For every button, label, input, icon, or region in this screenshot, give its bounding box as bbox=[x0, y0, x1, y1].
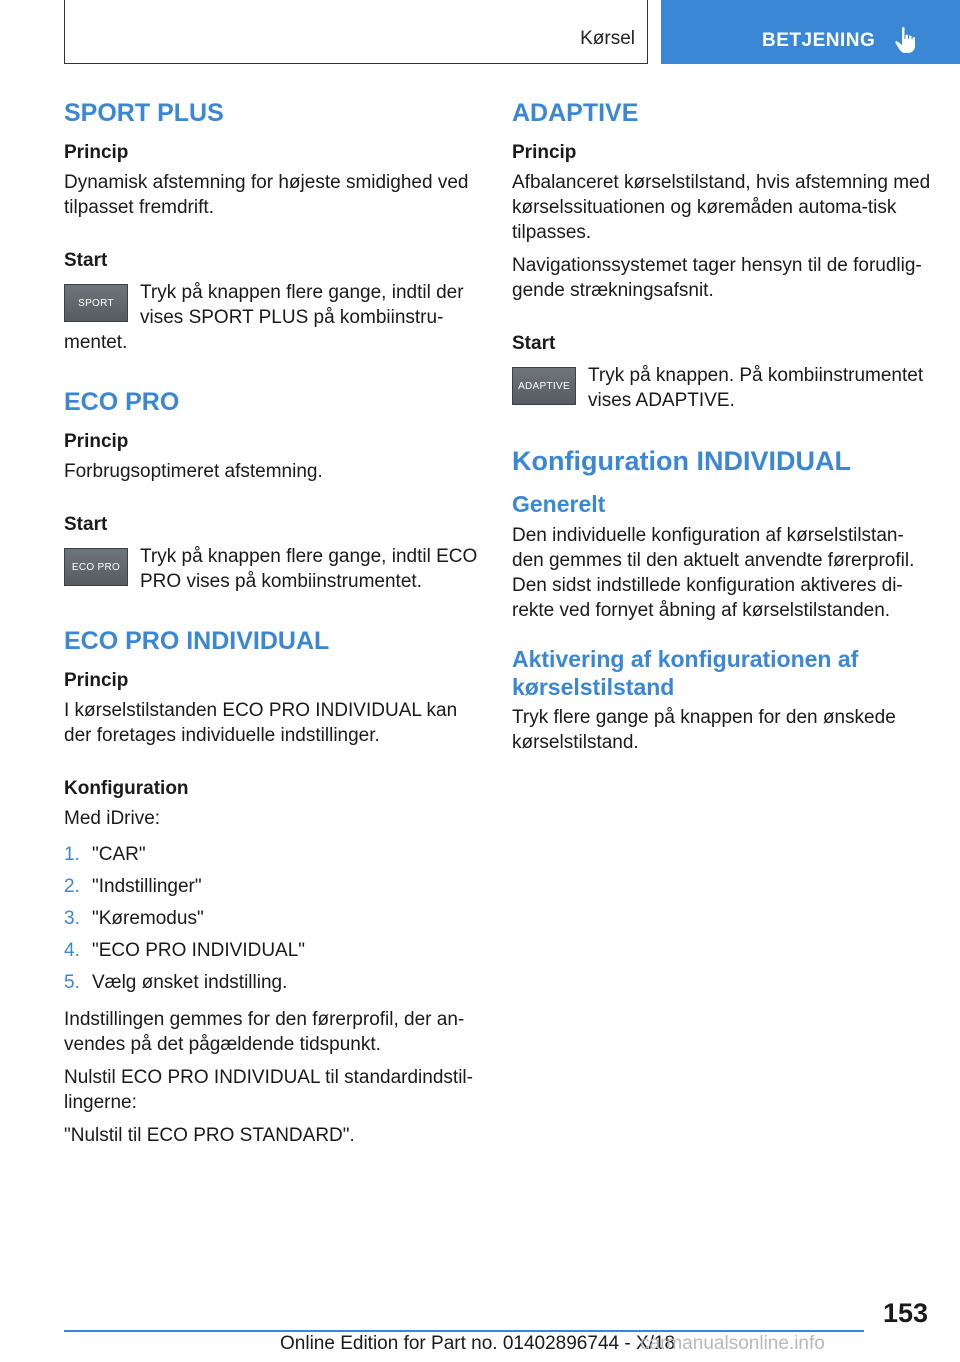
config-individual-heading: Konfiguration INDIVIDUAL bbox=[512, 446, 851, 476]
adaptive-principle-label: Princip bbox=[512, 142, 577, 163]
eco-pro-individual-note-reset: Nulstil ECO PRO INDIVIDUAL til standardindstil-lingerne: bbox=[64, 1067, 473, 1113]
step-number: 4. bbox=[64, 940, 80, 961]
sport-plus-start bbox=[64, 280, 484, 355]
list-item bbox=[64, 871, 484, 903]
adaptive-navigation-text: Navigationssystemet tager hensyn til de forudlig-gende strækningsafsnit. bbox=[512, 255, 922, 301]
sport-plus-principle-text: Dynamisk afstemning for højeste smidighed ved tilpasset fremdrift. bbox=[64, 172, 469, 218]
adaptive-button-image: ADAPTIVE bbox=[512, 367, 576, 405]
list-item bbox=[64, 967, 484, 999]
step-text: "ECO PRO INDIVIDUAL" bbox=[92, 940, 306, 961]
eco-pro-principle-text: Forbrugsoptimeret afstemning. bbox=[64, 461, 323, 482]
eco-pro-start-text: Tryk på knappen flere gange, indtil ECO PRO vises på kombiinstrumentet. bbox=[140, 546, 478, 592]
eco-pro-individual-heading: ECO PRO INDIVIDUAL bbox=[64, 627, 330, 655]
step-number: 5. bbox=[64, 972, 80, 993]
sport-plus-start-text: Tryk på knappen flere gange, indtil der vises SPORT PLUS på kombiinstru-mentet. bbox=[64, 282, 464, 353]
step-text: Vælg ønsket indstilling. bbox=[92, 972, 288, 993]
left-column bbox=[64, 98, 484, 1156]
list-item bbox=[64, 903, 484, 935]
adaptive-principle-text: Afbalanceret kørselstilstand, hvis afstemning med kørselssituationen og køremåden automa-tisk tilpasses. bbox=[512, 172, 931, 243]
step-number: 2. bbox=[64, 876, 80, 897]
step-text: "Indstillinger" bbox=[92, 876, 202, 897]
step-text: "Køremodus" bbox=[92, 908, 204, 929]
eco-pro-individual-config-label: Konfiguration bbox=[64, 778, 189, 799]
footer-edition: Online Edition for Part no. 01402896744 - X/18 bbox=[280, 1333, 676, 1354]
header-section-title: Kørsel bbox=[580, 28, 635, 49]
step-number: 3. bbox=[64, 908, 80, 929]
footer-divider bbox=[64, 1330, 864, 1332]
header-tab[interactable] bbox=[661, 0, 960, 64]
eco-pro-individual-note-profile: Indstillingen gemmes for den førerprofil, der an-vendes på det pågældende tidspunkt. bbox=[64, 1009, 465, 1055]
hand-pointer-icon bbox=[894, 26, 920, 54]
sport-plus-heading: SPORT PLUS bbox=[64, 99, 224, 127]
activation-heading: Aktivering af konfigurationen af kørselstilstand bbox=[512, 645, 859, 701]
sport-plus-principle-label: Princip bbox=[64, 142, 129, 163]
eco-pro-start-label: Start bbox=[64, 514, 108, 535]
adaptive-start-label: Start bbox=[512, 333, 556, 354]
adaptive-heading: ADAPTIVE bbox=[512, 99, 639, 127]
eco-pro-button-image: ECO PRO bbox=[64, 548, 128, 586]
adaptive-start-text: Tryk på knappen. På kombiinstrumentet vises ADAPTIVE. bbox=[588, 365, 924, 411]
config-steps-list bbox=[64, 839, 484, 999]
adaptive-start bbox=[512, 363, 932, 413]
eco-pro-principle-label: Princip bbox=[64, 431, 129, 452]
page-number: 153 bbox=[882, 1298, 928, 1328]
general-heading: Generelt bbox=[512, 491, 606, 518]
general-text: Den individuelle konfiguration af kørselstilstan-den gemmes til den aktuelt anvendte førerprofil. Den sidst indstillede konfiguration aktiveres di-rekte ved fornyet åbning af kørselstilstanden. bbox=[512, 524, 915, 621]
header-frame bbox=[64, 0, 648, 64]
eco-pro-individual-config-intro: Med iDrive: bbox=[64, 808, 161, 829]
eco-pro-individual-principle-text: I kørselstilstanden ECO PRO INDIVIDUAL kan der foretages individuelle indstillinger. bbox=[64, 700, 458, 746]
step-number: 1. bbox=[64, 844, 80, 865]
right-column bbox=[512, 98, 932, 763]
activation-text: Tryk flere gange på knappen for den ønskede kørselstilstand. bbox=[512, 707, 896, 754]
footer-watermark: carmanualsonline.info bbox=[640, 1333, 825, 1354]
list-item bbox=[64, 935, 484, 967]
list-item bbox=[64, 839, 484, 871]
eco-pro-individual-note-reset-path: "Nulstil til ECO PRO STANDARD". bbox=[64, 1125, 355, 1146]
eco-pro-heading: ECO PRO bbox=[64, 388, 180, 416]
sport-button-image: SPORT bbox=[64, 284, 128, 322]
header-tab-label: BETJENING bbox=[762, 30, 876, 51]
sport-plus-start-label: Start bbox=[64, 250, 108, 271]
eco-pro-start bbox=[64, 544, 484, 594]
eco-pro-individual-principle-label: Princip bbox=[64, 670, 129, 691]
step-text: "CAR" bbox=[92, 844, 146, 865]
